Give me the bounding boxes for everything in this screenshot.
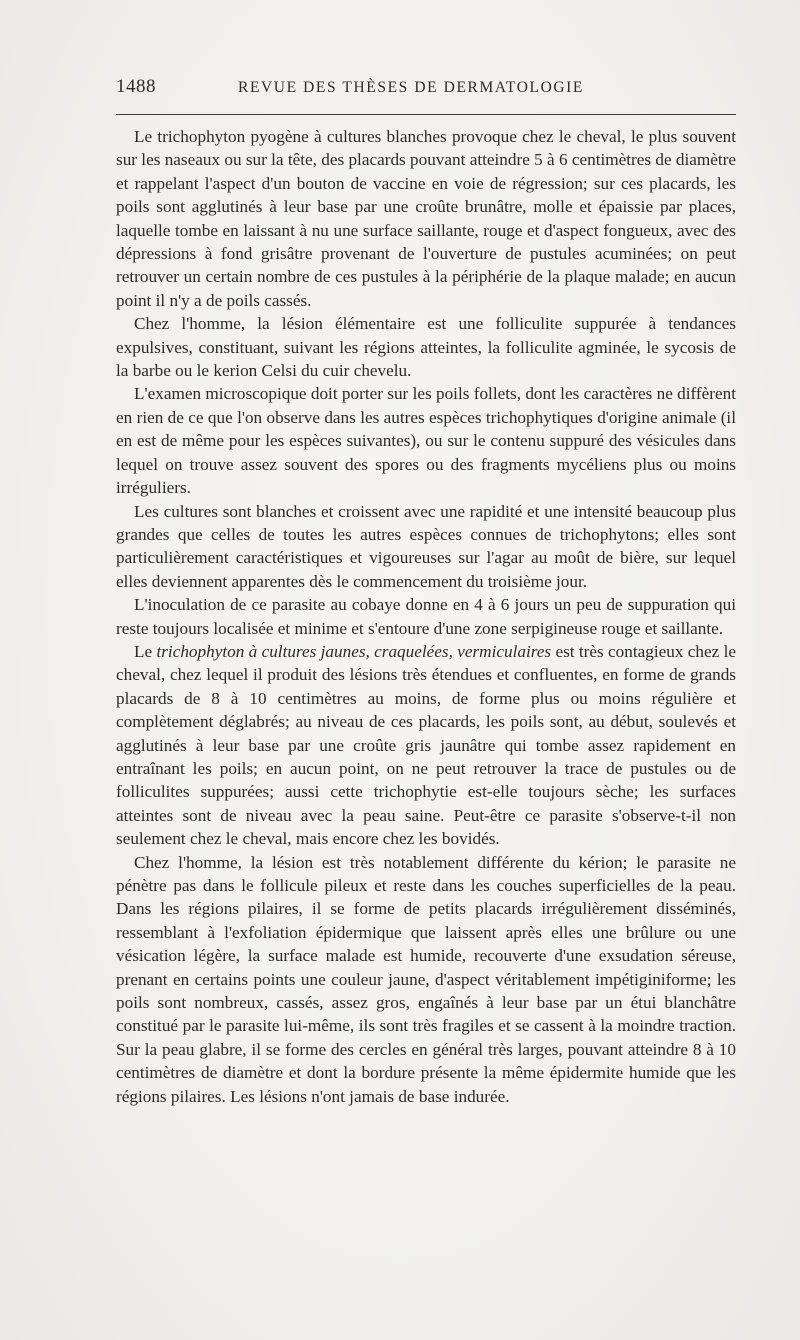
paragraph-7: Chez l'homme, la lésion est très notablement différente du kérion; le parasite ne pénètre pas dans le follicule pileux et reste dans les couches superficielles de la peau. Dans les régions pilaires, il se forme de petits placards irrégulièrement disséminés, ressemblant à l'exfoliation épidermique que laissent après elles une brûlure ou une vésication légère, la surface malade est humide, recouverte d'une exsudation séreuse, prenant en certains points une couleur jaune, d'aspect véritablement impétiginiforme; les poils sont nombreux, cassés, assez gros, engaînés à leur base par un étui blanchâtre constitué par le parasite lui-même, ils sont très fragiles et se cassent à la moindre traction. Sur la peau glabre, il se forme des cercles en général très larges, pouvant atteindre 8 à 10 centimètres de diamètre et dont la bordure présente la même épidermite humide que les régions pilaires. Les lésions n'ont jamais de base indurée. [116,852,736,1106]
paragraph-6 [116,640,736,851]
paragraph-5: L'inoculation de ce parasite au cobaye donne en 4 à 6 jours un peu de suppuration qui reste toujours localisée et minime et s'entoure d'une zone serpigineuse rouge et saillante. [116,595,736,638]
paragraph-1: Le trichophyton pyogène à cultures blanches provoque chez le cheval, le plus souvent sur les naseaux ou sur la tête, des placards pouvant atteindre 5 à 6 centimètres de diamètre et rappelant l'aspect d'un bouton de vaccine en voie de régression; sur ces placards, les poils sont agglutinés à leur base par une croûte brunâtre, molle et épaissie par places, laquelle tombe en laissant à nu une surface saillante, rouge et d'aspect fongueux, avec des dépressions à fond grisâtre provenant de l'ouverture de pustules acuminées; on peut retrouver un certain nombre de ces pustules à la périphérie de la plaque malade; en aucun point il n'y a de poils cassés. [116,127,736,310]
page-header [116,76,736,102]
body-text [116,125,736,1108]
paragraph-4: Les cultures sont blanches et croissent avec une rapidité et une intensité beaucoup plus grandes que celles de toutes les autres espèces connues de trichophytons; elles sont particulièrement caractéristiques et vigoureuses sur l'agar au moût de bière, sur lequel elles deviennent apparentes dès le commencement du troisième jour. [116,501,736,591]
paragraph-6-lead: Le [134,641,157,661]
paragraph-3: L'examen microscopique doit porter sur les poils follets, dont les caractères ne diffèrent en rien de ce que l'on observe dans les autres espèces trichophytiques d'origine animale (il en est de même pour les espèces suivantes), ou sur le contenu suppuré des vésicules dans lequel on trouve assez souvent des spores ou des fragments mycéliens plus ou moins irréguliers. [116,384,736,498]
paragraph-6-rest: est très contagieux chez le cheval, chez lequel il produit des lésions très étendues et confluentes, en forme de grands placards de 8 à 10 centimètres au moins, de forme plus ou moins régulière et complètement déglabrés; au niveau de ces placards, les poils sont, au début, soulevés et agglutinés à leur base par une croûte gris jaunâtre qui tombe assez rapidement en entraînant les poils; en aucun point, on ne peut retrouver la trace de pustules ou de folliculites suppurées; aussi cette trichophytie est-elle toujours sèche; les surfaces atteintes sont de niveau avec la peau saine. Peut-être ce parasite s'observe-t-il non seulement chez le cheval, mais encore chez les bovidés. [116,641,736,849]
header-rule [116,114,736,115]
paragraph-2: Chez l'homme, la lésion élémentaire est une folliculite suppurée à tendances expulsives, constituant, suivant les régions atteintes, la folliculite agminée, le sycosis de la barbe ou le kerion Celsi du cuir chevelu. [116,314,736,381]
species-name-italic: trichophyton à cultures jaunes, craquelées, vermiculaires [156,641,552,661]
page-number: 1488 [116,76,156,97]
running-head: REVUE DES THÈSES DE DERMATOLOGIE [238,79,584,96]
